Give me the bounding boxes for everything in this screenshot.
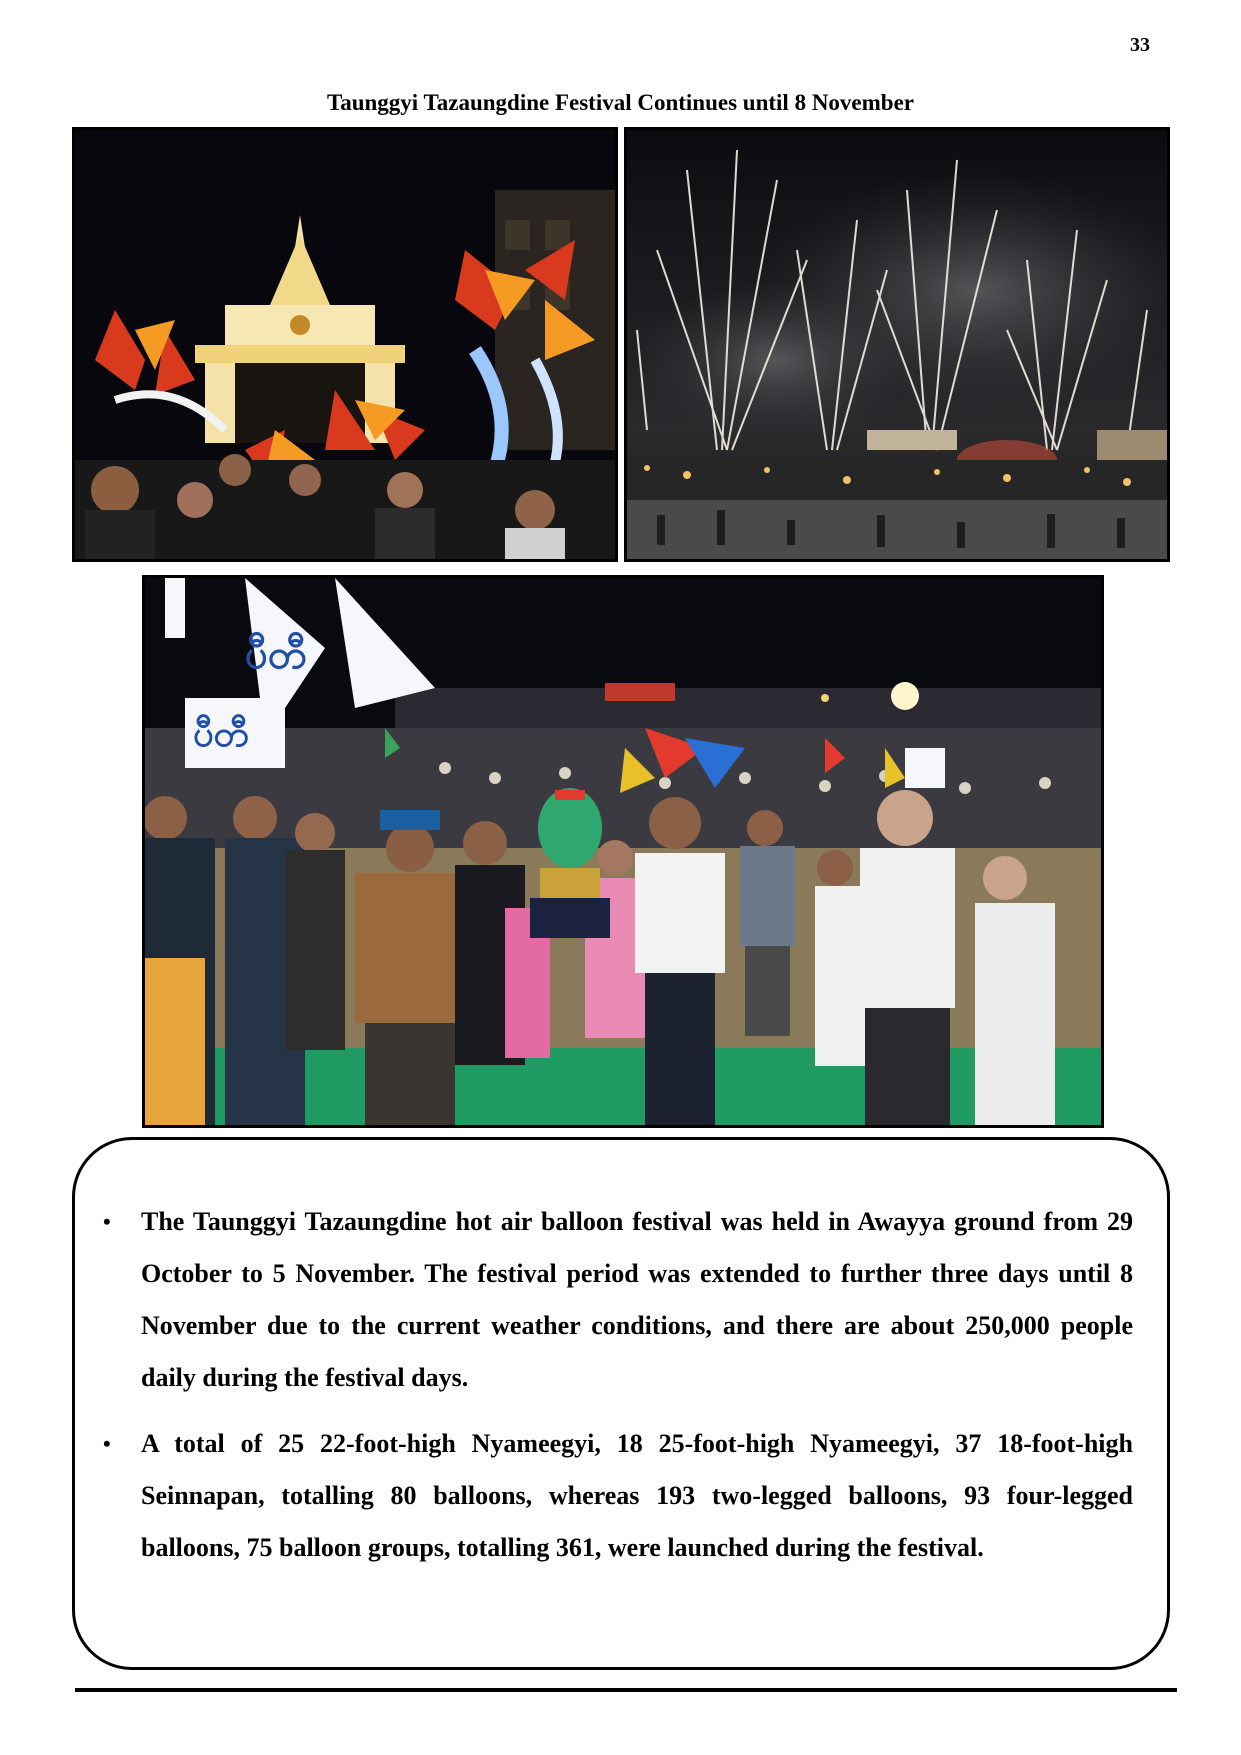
svg-text:ပီတီ: ပီတီ: [245, 632, 307, 678]
fireworks-photo: [624, 127, 1170, 562]
list-item: [75, 1196, 1173, 1404]
list-item: [75, 1418, 1173, 1574]
festival-procession-photo: [72, 127, 618, 562]
info-box: [72, 1137, 1170, 1670]
bullet-glyph: •: [103, 1209, 111, 1234]
bullet-glyph: •: [103, 1431, 111, 1456]
bullet-text: The Taunggyi Tazaungdine hot air balloon festival was held in Awayya ground from 29 October to 5 November. The festival period was extended to further three days until 8 November due to the current weather conditions, and there are about 250,000 people daily during the festival days.: [141, 1207, 1133, 1392]
bullet-text: A total of 25 22-foot-high Nyameegyi, 18 25-foot-high Nyameegyi, 37 18-foot-high Seinnapan, totalling 80 balloons, whereas 193 two-legged balloons, 93 four-legged balloons, 75 balloon groups, totalling 361, were launched during the festival.: [141, 1429, 1133, 1562]
page-number: 33: [1130, 34, 1150, 56]
bullet-list: [75, 1196, 1173, 1588]
bottom-rule: [75, 1688, 1177, 1692]
trophy-presentation-photo: [142, 575, 1104, 1128]
svg-text:ပီတီ: ပီတီ: [193, 714, 249, 755]
page-title: Taunggyi Tazaungdine Festival Continues until 8 November: [326, 90, 915, 115]
